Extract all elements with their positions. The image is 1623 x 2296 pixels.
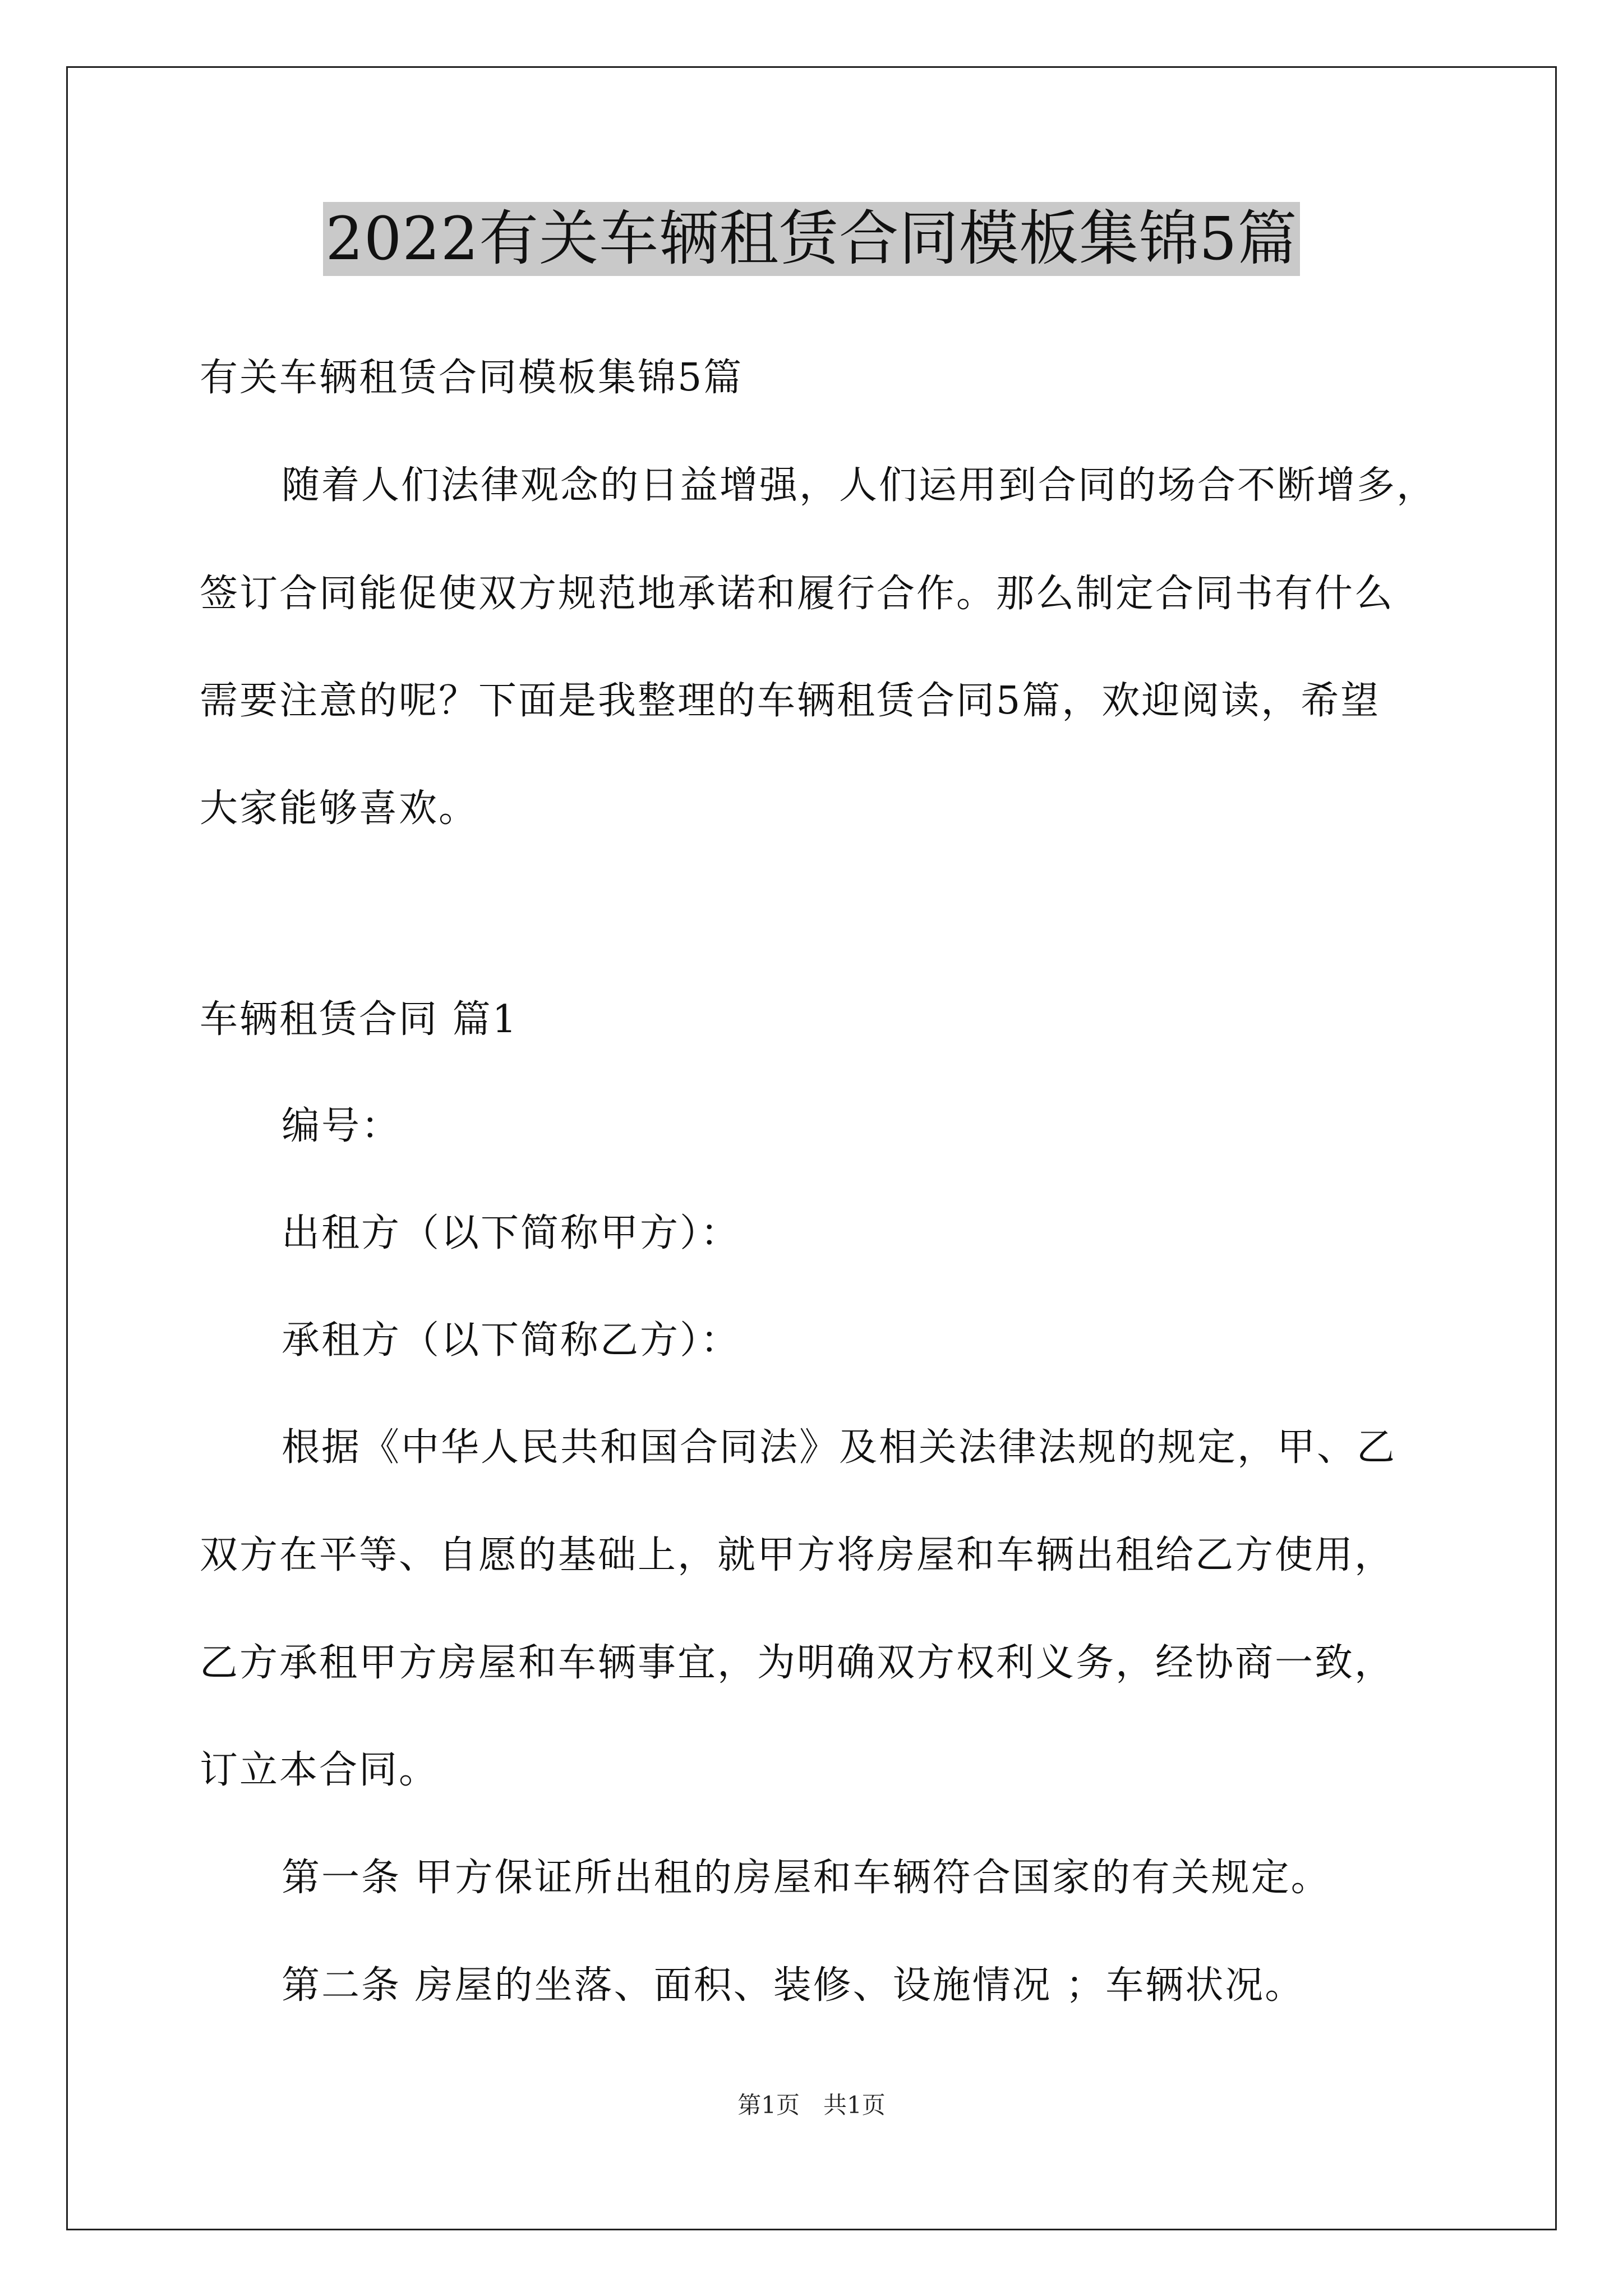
intro-line-2: 签订合同能促使双方规范地承诺和履行合作。那么制定合同书有什么 — [200, 572, 1395, 616]
page-footer: 第1页 共1页 — [737, 2091, 886, 2119]
article-2: 第二条 房屋的坐落、面积、装修、设施情况 ；车辆状况。 — [282, 1963, 1305, 2008]
field-lessor: 出租方（以下简称甲方）： — [282, 1211, 741, 1255]
basis-line-3: 乙方承租甲方房屋和车辆事宜，为明确双方权利义务，经协商一致， — [200, 1641, 1395, 1685]
intro-line-3: 需要注意的呢？下面是我整理的车辆租赁合同5篇，欢迎阅读，希望 — [200, 679, 1381, 723]
intro-line-1: 随着人们法律观念的日益增强，人们运用到合同的场合不断增多， — [282, 463, 1437, 508]
basis-line-4: 订立本合同。 — [200, 1748, 439, 1792]
section-heading: 车辆租赁合同 篇1 — [200, 997, 518, 1042]
document-title: 2022有关车辆租赁合同模板集锦5篇 — [323, 202, 1299, 276]
basis-line-2: 双方在平等、自愿的基础上，就甲方将房屋和车辆出租给乙方使用， — [200, 1533, 1395, 1577]
field-number: 编号： — [282, 1104, 402, 1148]
intro-line-4: 大家能够喜欢。 — [200, 786, 479, 831]
document-subtitle: 有关车辆租赁合同模板集锦5篇 — [200, 356, 744, 400]
basis-line-1: 根据《中华人民共和国合同法》及相关法律法规的规定，甲、乙 — [282, 1425, 1397, 1470]
title-container — [0, 202, 1623, 276]
field-lessee: 承租方（以下简称乙方）： — [282, 1318, 741, 1363]
article-1: 第一条 甲方保证所出租的房屋和车辆符合国家的有关规定。 — [282, 1856, 1331, 1900]
